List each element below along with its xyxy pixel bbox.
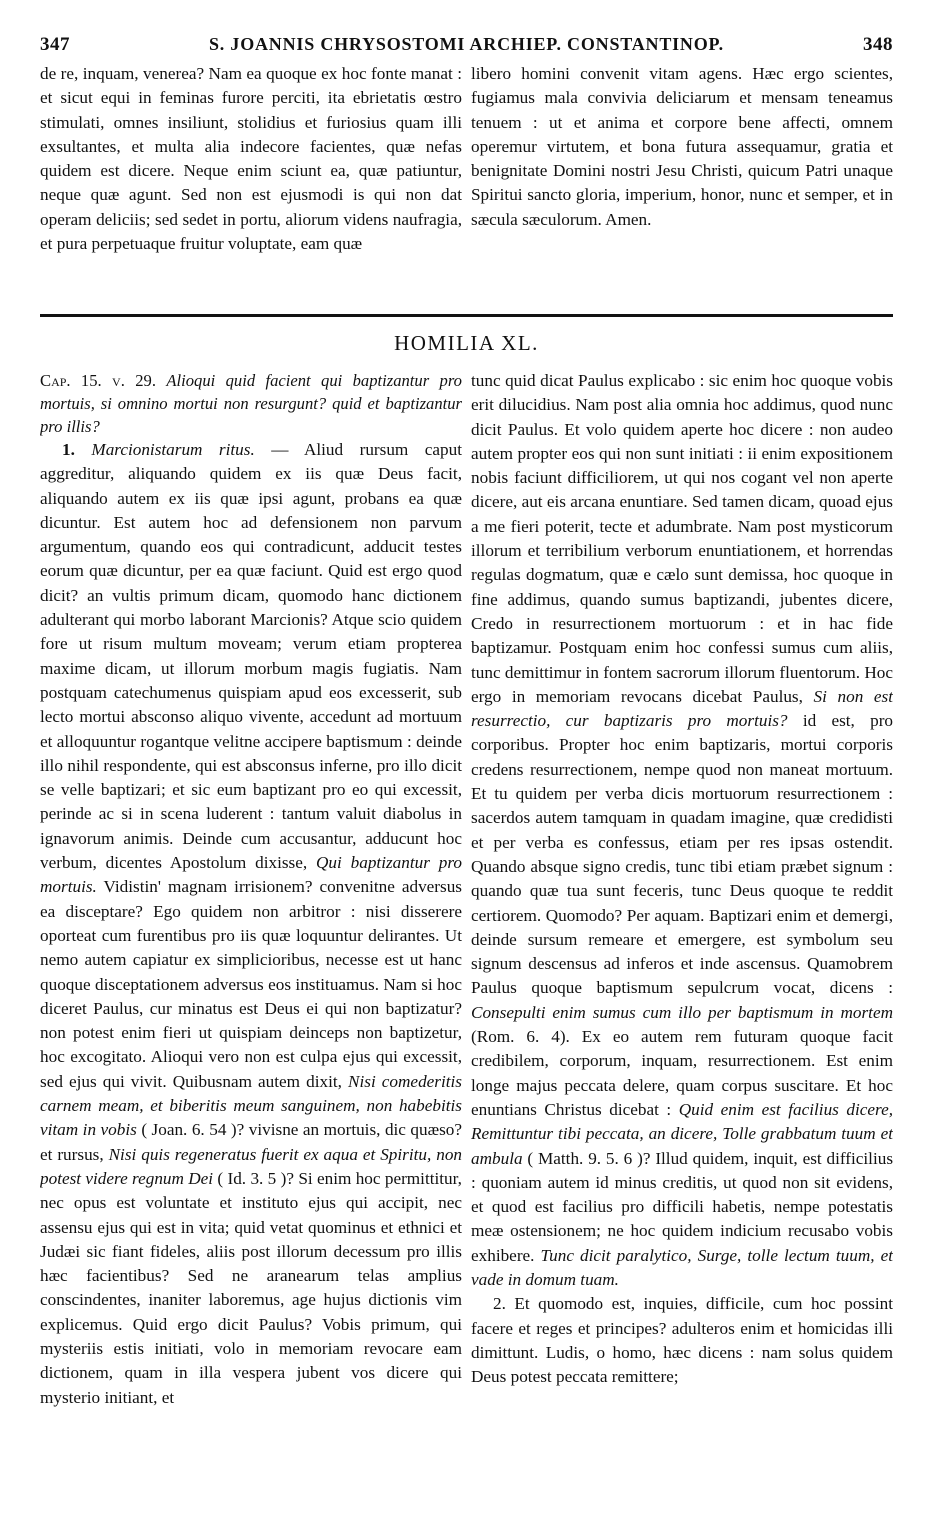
body-columns (40, 369, 893, 1479)
left-quote-3: Nisi quis regeneratus fuerit ex aqua et Spiritu, non potest videre regnum Dei (40, 1144, 463, 1188)
right-reference-2: (Rom. 6. 4). (471, 1027, 570, 1047)
section-1-title: Marcionistarum ritus. (91, 440, 255, 459)
section-1-number: 1. (62, 440, 75, 459)
top-left-text: de re, inquam, venerea? Nam ea quoque ex hoc fonte manat : et sicut equi in feminas furore perciti, ita ebrietatis œstro stimulati, omnes insiliunt, stolidius et furiosius quam illi exsultantes, et multa alia indecore facientes, quæ nefas quidem est dicere. Neque enim sciunt ea, quæ patiuntur, neque quæ agunt. Sed non est ejusmodi is qui non dat operam deliciis; sed sedet in portu, aliorum videns naufragia, et pura perpetuaque fruitur voluptate, eam quæ (40, 64, 462, 254)
right-quote-1: Si non est resurrectio, cur baptizaris pro mortuis? (471, 686, 893, 731)
section-1-paragraph (40, 438, 462, 1410)
left-paragraph-text-4: Si enim hoc permittitur, nec opus est voluntate et instituto ejus qui accipit, nec assensu ejus qui est in vita; quid vetat quominus et ethnici et Judæi sic fiant fideles, aliis post illorum decessum pro illis hæc facientibus? Sed ne aranearum telas amplius conscindentes, inaniter laboremus, age hujus dictionis vim explicemus. Quid ergo dicit Paulus? Vobis primum, qui mysteriis estis initiati, volo in memoriam revocare eam dictionem, quam in illa vespera jubent vos dicere qui mysterio initiant, et (40, 1168, 462, 1407)
right-reference-3: ( Matth. 9. 5. 6 )? (527, 1148, 651, 1168)
chapter-heading (40, 369, 462, 438)
body-right-column (471, 369, 893, 1479)
right-quote-2: Consepulti enim sumus cum illo per baptismum in mortem (471, 1002, 893, 1022)
left-quote-2: Nisi comederitis carnem meam, et biberitis meum sanguinem, non habebitis vitam in vobis (40, 1071, 462, 1140)
body-left-column (40, 369, 462, 1479)
top-left-column (40, 62, 462, 300)
right-paragraph-text-3: Ex eo autem rem futuram quoque facit credibilem, corporum, inquam, resurrectionem. Est enim longe majus peccata delere, quam corpus suscitare. Et hoc enuntians Christus dicebat : (471, 1027, 893, 1119)
left-reference-2: ( Joan. 6. 54 )? (141, 1120, 245, 1140)
right-paragraph-1 (471, 369, 893, 1292)
right-paragraph-text-2: id est, pro corporibus. Propter hoc enim baptizaris, mortui corporis credens resurrectionem, nempe quod non maneat mortuum. Et tu quidem per verba dicis mortuorum resurrectionem : sacerdos autem tamquam in quadam imagine, quæ credidisti et per verba es confessus, etiam per res ipsas ostendit. Quando absque signo credis, tunc tibi etiam præbet signum : quando quæ tua sunt feceris, tunc Deus quoque te reddit certiorem. Quomodo? Per aquam. Baptizari enim et demergi, deinde sursum remeare et emergere, est symbolum seu signum descensus ad inferos et inde ascensus. Quamobrem Paulus quoque baptismum sepulcrum vocat, dicens : (471, 711, 893, 998)
right-paragraph-text-1: tunc quid dicat Paulus explicabo : sic enim hoc quoque vobis erit dilucidius. Nam post alia omnia hoc addimus, quod nunc dicit Paulus. Et volo quidem aperte hoc dicere : non audeo autem propter eos qui non sunt initiati : ii enim expositionem nobis faciunt difficiliorem, ut qui nos cogant vel non aperte dicere, aut eis arcana enuntiare. Sed tamen dicam, quoad ejus a me fieri poterit, tecte et adumbrate. Nam post mysticorum illorum et terribilium verborum enuntiationem, et horrendas regulas dogmatum, quæ e cælo sunt demissa, hoc quoque in fine addimus, quando sumus baptizandi, jubentes dicere, Credo in resurrectionem mortuorum : et in hac fide baptizamur. Postquam enim hoc confessi sumus cum aliis, tunc demittimur in fontem sacrorum illorum fluentorum. Hoc ergo in memoriam revocans dicebat Paulus, (471, 371, 893, 706)
left-paragraph-text-1: — Aliud rursum caput aggreditur, aliquando quidem ex iis quæ Deus facit, aliquando autem ex iis quæ ipsi agunt, probans ea quæ dicuntur. Est autem hoc ad defensionem non parvum argumentum, quando eos qui contradicunt, adducit testes eorum quæ dicuntur, per ea quæ faciunt. Quid est ergo quod dicit? an vultis primum dicam, quomodo hanc dictionem adulterant qui morbo laborant Marcionis? Atque scio quidem fore ut risum multum moveam; verum etiam propterea maxime dicam, ut illorum morbum magis fugiatis. Nam postquam catechumenus quispiam apud eos excesserit, sub lecto mortui absconso aliquo vivente, accedunt ad mortuum et alloquuntur rogantque velitne accipere baptismum : deinde illo nihil respondente, qui est absconsus inferne, pro illo dicit se velle baptizari; et sic eum baptizant pro eo qui excessit, perinde ac si in scena luderent : tantum valuit diabolus in ignavorum animis. Deinde cum accusantur, adducunt hoc verbum, dicentes Apostolum dixisse, (40, 440, 462, 873)
right-quote-4: Tunc dicit paralytico, Surge, tolle lectum tuum, et vade in domum tuam. (471, 1245, 893, 1289)
right-quote-3: Quid enim est facilius dicere, Remittuntur tibi peccata, an dicere, Tolle grabbatum tuum et ambula (471, 1099, 893, 1168)
running-title: S. JOANNIS CHRYSOSTOMI ARCHIEP. CONSTANTINOP. (209, 34, 724, 54)
top-right-column (471, 62, 893, 300)
chapter-label: Cap. 15. v. 29. (40, 371, 156, 390)
homily-title: HOMILIA XL. (394, 331, 539, 355)
section-2-paragraph: 2. Et quomodo est, inquies, difficile, cum hoc possint facere et reges et principes? adulteros enim et homicidas illi dimittunt. Ludis, o homo, hæc dicens : nam solus quidem Deus potest peccata remittere; (471, 1294, 893, 1387)
top-right-text: libero homini convenit vitam agens. Hæc ergo scientes, fugiamus mala convivia deliciarum et mensam teneamus tenuem : ut et anima et corpore bene affecti, omnem operemur virtutem, et bona futura assequamur, gratia et benignitate Domini nostri Jesu Christi, quicum Patri unaque Spiritui sancto gloria, imperium, honor, nunc et semper, et in sæcula sæculorum. Amen. (471, 64, 893, 229)
page-number-right: 348 (862, 34, 893, 55)
top-columns (40, 62, 893, 300)
right-paragraph-text-4: Illud quidem, inquit, est difficilius : quoniam autem id minus creditis, ut quod non sit evidens, et quod est facilius pro difficili habetis, nempe potestatis meæ ostensionem; ne hoc quidem indicium recusabo vobis exhibere. (471, 1148, 893, 1265)
left-reference-3: ( Id. 3. 5 )? (217, 1168, 294, 1188)
page-number-left: 347 (40, 34, 70, 55)
left-paragraph-text-3: vivisne an mortuis, dic quæso? et rursus, (40, 1120, 462, 1164)
left-paragraph-text-2: Vidistin' magnam irrisionem? convenitne adversus ea disceptare? Ego quidem non arbitror : nisi disserere oporteat cum furentibus pro iis quæ loquuntur delirantes. Ut nemo autem capiatur ex simplicioribus, necesse est ut hanc quoque disceptationem adversus eos instituamus. Nam si hoc diceret Paulus, cur minatus est Deus ei qui non baptizatur? non potest enim fieri ut quispiam deinceps non baptizetur, hoc excogitato. Alioqui vero non est culpa ejus qui excessit, sed ejus qui vivit. Quibusnam autem dixit, (40, 877, 462, 1091)
section-divider (40, 314, 893, 317)
chapter-verse-text: Alioqui quid facient qui baptizantur pro mortuis, si omnino mortui non resurgunt? quid et baptizantur pro illis? (40, 371, 462, 436)
left-quote-1: Qui baptizantur pro mortuis. (40, 853, 462, 897)
running-header (40, 34, 893, 62)
